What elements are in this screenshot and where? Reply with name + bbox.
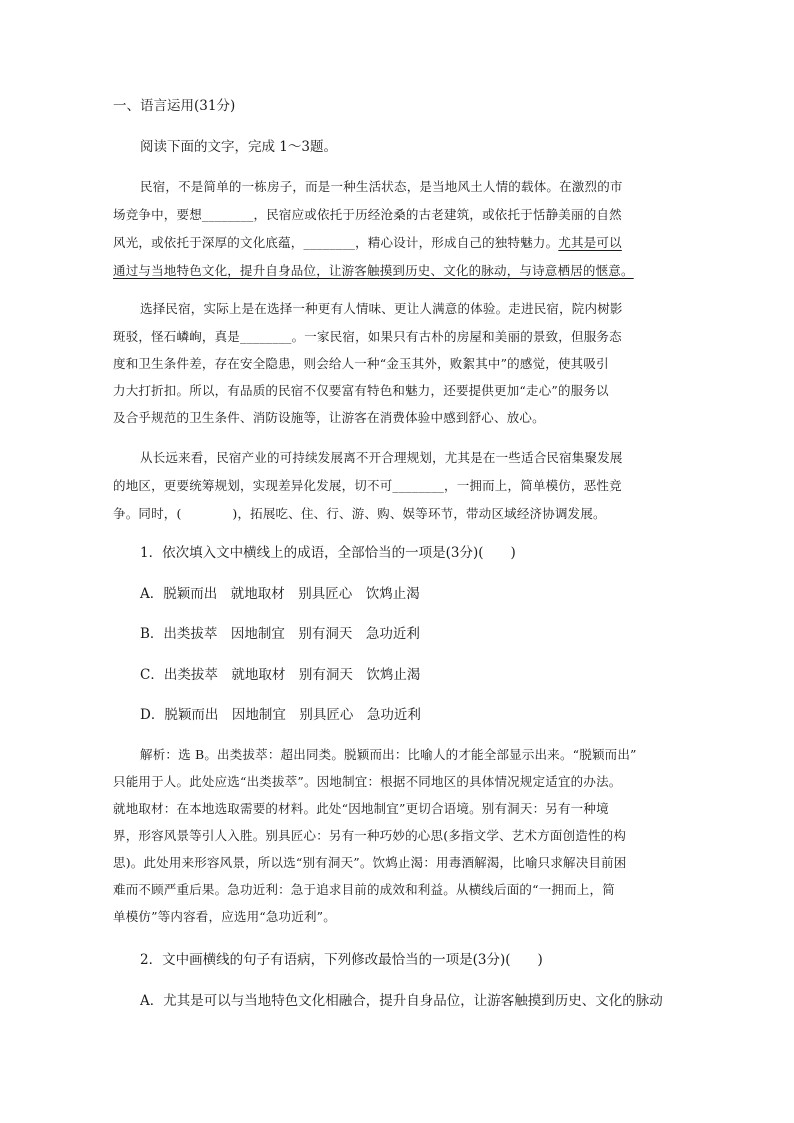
analysis-line-1: 解析：选 B。出类拔萃：超出同类。脱颖而出：比喻人的才能全部显示出来。“脱颖而出” [140,747,637,762]
passage-p1-line-3 [113,233,688,253]
underlined-sentence-part-1: 尤其是可以 [558,235,622,250]
passage-p2-line-4: 力大打折扣。所以，有品质的民宿不仅要富有特色和魅力，还要提供更加“走心”的服务以 [113,383,609,398]
analysis-line-3: 就地取材：在本地选取需要的材料。此处“因地制宜”更切合语境。别有洞天：另有一种境 [113,801,609,816]
passage-p1-line-4 [113,261,688,281]
passage-p3-line-3: 争。同时，( )，拓展吃、住、行、游、购、娱等环节，带动区域经济协调发展。 [113,506,606,521]
section-title: 一、语言运用(31分) [113,98,236,114]
question-1-option-d: D．脱颖而出 因地制宜 别具匠心 急功近利 [140,707,421,723]
passage-p1-line-1: 民宿，不是简单的一栋房子，而是一种生活状态，是当地风土人情的载体。在激烈的市 [140,179,623,194]
reading-instruction: 阅读下面的文字，完成 1～3题。 [140,139,337,155]
underlined-sentence-part-2: 通过与当地特色文化，提升自身品位，让游客触摸到历史、文化的脉动，与诗意栖居的惬意。 [113,263,634,278]
question-2-option-a: A．尤其是可以与当地特色文化相融合，提升自身品位，让游客触摸到历史、文化的脉动 [140,993,663,1009]
analysis-line-6: 难而不顾严重后果。急功近利：急于追求目前的成效和利益。从横线后面的“一拥而上，简 [113,882,615,897]
analysis-line-2: 只能用于人。此处应选“出类拔萃”。因地制宜：根据不同地区的具体情况规定适宜的办法。 [113,774,622,789]
passage-p3-line-2: 的地区，更要统筹规划，实现差异化发展，切不可________，一拥而上，简单模仿，恶性竞 [113,478,622,493]
analysis-line-7: 单模仿”等内容看，应选用“急功近利”。 [113,909,336,924]
question-1-option-a: A．脱颖而出 就地取材 别具匠心 饮鸩止渴 [140,586,420,602]
question-1-option-b: B．出类拔萃 因地制宜 别有洞天 急功近利 [140,626,420,642]
question-2-stem: 2．文中画横线的句子有语病，下列修改最恰当的一项是(3分)( ) [140,952,543,968]
passage-p1-line-3-text: 风光，或依托于深厚的文化底蕴，________，精心设计，形成自己的独特魅力。 [113,235,559,250]
analysis-line-5: 思)。此处用来形容风景，所以选“别有洞天”。饮鸩止渴：用毒酒解渴，比喻只求解决目前困 [113,855,627,870]
passage-p2-line-3: 度和卫生条件差，存在安全隐患，则会给人一种“金玉其外，败絮其中”的感觉，使其吸引 [113,356,609,371]
question-1-option-c: C．出类拔萃 就地取材 别有洞天 饮鸩止渴 [140,667,421,683]
passage-p1-line-2: 场竞争中，要想________，民宿应或依托于历经沧桑的古老建筑，或依托于恬静美丽的自然 [113,207,622,222]
analysis-line-4: 界，形容风景等引人入胜。别具匠心：另有一种巧妙的心思(多指文学、艺术方面创造性的构 [113,828,627,843]
passage-p2-line-2: 斑驳，怪石嶙峋，真是________。一家民宿，如果只有古朴的房屋和美丽的景致，但服务态 [113,329,622,344]
question-1-stem: 1．依次填入文中横线上的成语，全部恰当的一项是(3分)( ) [140,545,516,561]
passage-p3-line-1: 从长远来看，民宿产业的可持续发展离不开合理规划，尤其是在一些适合民宿集聚发展 [140,450,623,465]
passage-p2-line-5: 及合乎规范的卫生条件、消防设施等，让游客在消费体验中感到舒心、放心。 [113,410,545,425]
passage-p2-line-1: 选择民宿，实际上是在选择一种更有人情味、更让人满意的体验。走进民宿，院内树影 [140,301,623,316]
